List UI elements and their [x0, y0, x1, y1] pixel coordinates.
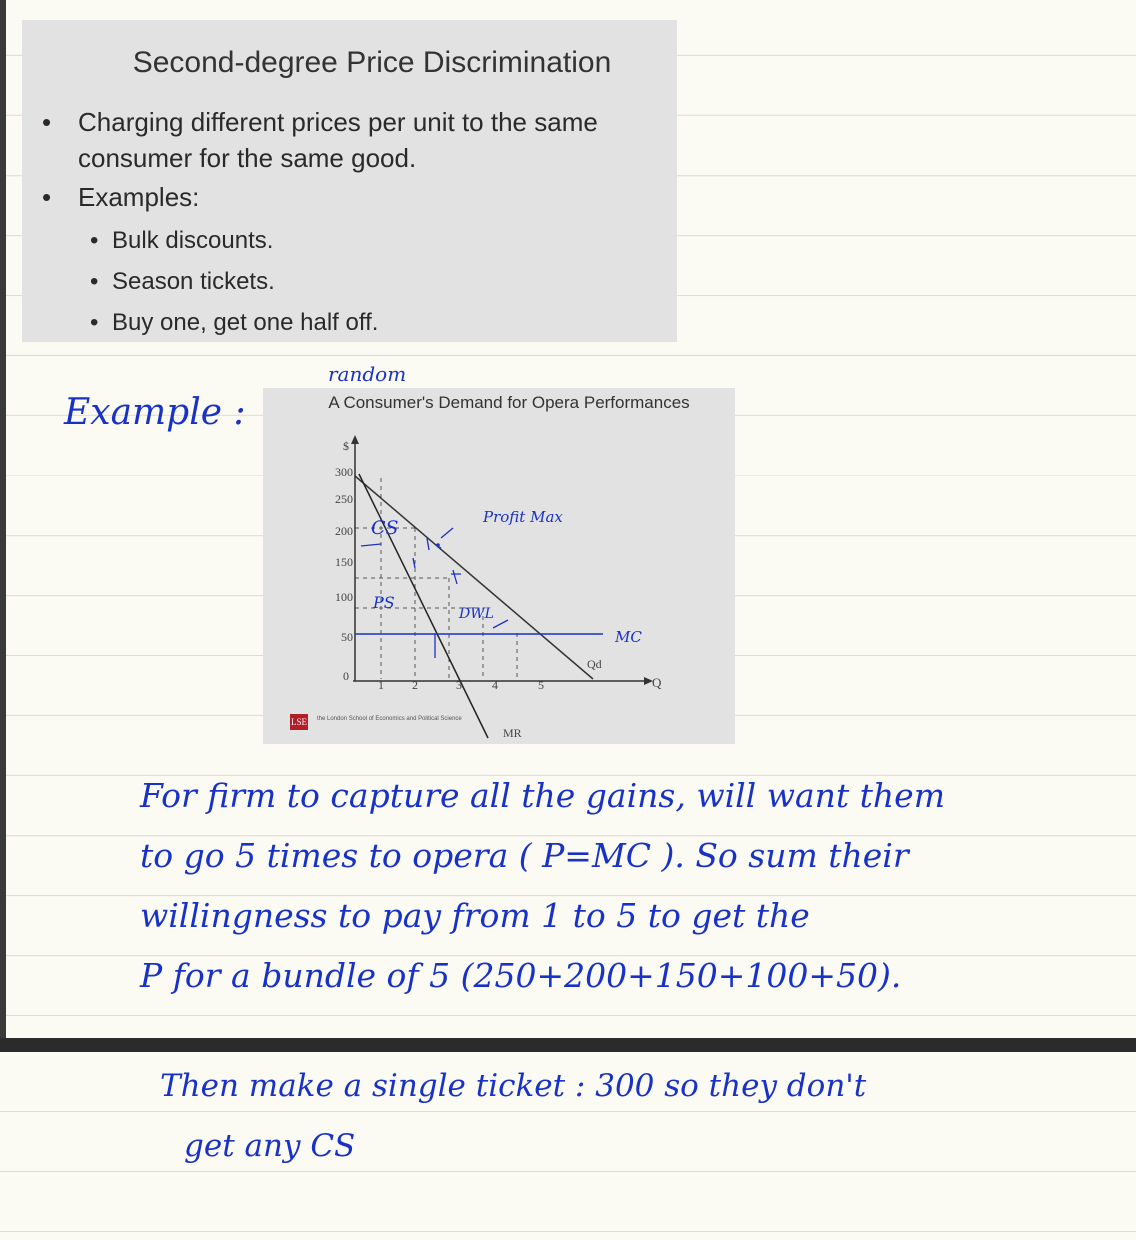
x-tick-5: 5: [538, 678, 544, 692]
bullet-dot-icon: •: [42, 182, 52, 212]
handwritten-random: random: [328, 362, 407, 386]
y-tick-150: 150: [335, 555, 353, 569]
handwritten-line: For firm to capture all the gains, will want them: [140, 776, 945, 815]
page-divider: [0, 1038, 1136, 1052]
lse-logo: LSE: [290, 714, 308, 730]
handwritten-line: get any CS: [184, 1128, 356, 1164]
dwl-label: DWL: [459, 606, 494, 622]
y-axis-arrow-icon: [351, 435, 359, 444]
y-tick-250: 250: [335, 492, 353, 506]
bullet-dot-icon: •: [90, 309, 99, 336]
bullet-definition: • Charging different prices per unit to the same consumer for the same good.: [78, 104, 678, 176]
institution-name: the London School of Economics and Political Science: [317, 716, 462, 722]
y-tick-100: 100: [335, 590, 353, 604]
mr-label: MR: [503, 726, 522, 740]
mc-label: MC: [615, 628, 642, 646]
x-axis-label: Q: [652, 675, 662, 690]
handwritten-line: P for a bundle of 5 (250+200+150+100+50).: [140, 956, 902, 995]
bullet-dot-icon: •: [90, 227, 99, 254]
demand-label: Qd: [587, 657, 602, 671]
handwritten-line: willingness to pay from 1 to 5 to get the: [140, 896, 810, 935]
slide-title: Second-degree Price Discrimination: [132, 46, 612, 79]
slide-image: [22, 20, 677, 342]
bullet-examples: • Examples:: [42, 182, 200, 212]
profit-max-dot-icon: [436, 543, 440, 547]
graph-image: [263, 388, 735, 744]
handwritten-paragraph-1: [140, 766, 945, 1006]
bullet-dot-icon: •: [90, 268, 99, 295]
x-tick-1: 1: [378, 678, 384, 692]
y-tick-50: 50: [341, 630, 353, 644]
graph-title: A Consumer's Demand for Opera Performances: [328, 393, 690, 412]
y-tick-0: 0: [343, 669, 349, 683]
cs-label: CS: [371, 517, 399, 539]
page-edge: [0, 0, 6, 1038]
handwritten-line: Then make a single ticket : 300 so they don't: [160, 1068, 867, 1104]
sub-bullet-season: • Season tickets.: [90, 268, 275, 295]
x-tick-3: 3: [456, 678, 462, 692]
x-tick-4: 4: [492, 678, 498, 692]
y-axis-label: $: [343, 439, 349, 453]
demand-graph: [263, 388, 735, 744]
sub-bullet-bulk: • Bulk discounts.: [90, 227, 274, 254]
handwritten-line: to go 5 times to opera ( P=MC ). So sum their: [140, 836, 909, 875]
bullet-dot-icon: •: [42, 107, 52, 137]
profit-max-label: Profit Max: [483, 508, 563, 526]
handwritten-paragraph-2: [160, 1056, 866, 1176]
x-tick-2: 2: [412, 678, 418, 692]
y-tick-200: 200: [335, 524, 353, 538]
y-tick-300: 300: [335, 465, 353, 479]
handwritten-example: Example :: [64, 392, 246, 433]
sub-bullet-bogo: • Buy one, get one half off.: [90, 309, 379, 336]
ps-label: PS: [373, 593, 395, 612]
